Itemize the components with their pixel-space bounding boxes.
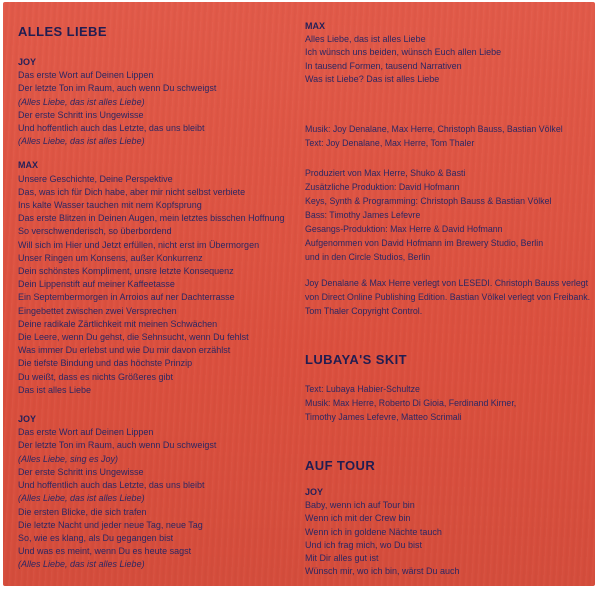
text-line: Die tiefste Bindung und das höchste Prinzip: [18, 358, 193, 369]
text-line: (Alles Liebe, das ist alles Liebe): [18, 96, 145, 107]
text-line: Gesangs-Produktion: Max Herre & David Hofmann: [305, 224, 503, 235]
text-line: Unsere Geschichte, Deine Perspektive: [18, 173, 173, 184]
text-line: Das erste Blitzen in Deinen Augen, mein letztes bisschen Hoffnung: [18, 213, 285, 224]
text-line: Produziert von Max Herre, Shuko & Basti: [305, 168, 466, 179]
lyric-lines: [305, 33, 593, 86]
text-line: Das erste Wort auf Deinen Lippen: [18, 427, 154, 438]
text-line: Die Leere, wenn Du gehst, die Sehnsucht, wenn Du fehlst: [18, 332, 249, 343]
song-title-alles-liebe: ALLES LIEBE: [18, 24, 107, 39]
lyric-lines: [305, 499, 593, 578]
lyric-lines: [18, 173, 300, 397]
text-line: Du weißt, dass es nichts Größeres gibt: [18, 371, 174, 382]
text-line: Und was es meint, wenn Du es heute sagst: [18, 546, 192, 557]
text-line: Was ist Liebe? Das ist alles Liebe: [305, 73, 440, 84]
text-line: (Alles Liebe, das ist alles Liebe): [18, 493, 145, 504]
singer-label: JOY: [18, 57, 37, 67]
text-line: Deine radikale Zärtlichkeit mit meinen Schwächen: [18, 318, 218, 329]
verse-max-2: [305, 20, 593, 86]
text-line: Aufgenommen von David Hofmann im Brewery Studio, Berlin: [305, 238, 544, 249]
text-line: Joy Denalane & Max Herre verlegt von LESEDI. Christoph Bauss verlegt: [305, 278, 589, 289]
singer-label: JOY: [305, 487, 324, 498]
text-line: Ins kalte Wasser tauchen mit nem Kopfsprung: [18, 200, 202, 211]
text-line: Ein Septembermorgen in Arroios auf ner Dachterrasse: [18, 292, 235, 303]
text-line: Will sich im Hier und Jetzt erfüllen, nicht erst im Übermorgen: [18, 239, 260, 250]
text-line: Alles Liebe, das ist alles Liebe: [305, 34, 426, 45]
right-column: [305, 20, 593, 578]
text-line: Und ich frag mich, wo Du bist: [305, 539, 423, 550]
text-line: von Direct Online Publishing Edition. Bastian Völkel verlegt von Freibank.: [305, 292, 591, 303]
text-line: Das ist alles Liebe: [18, 384, 92, 395]
text-line: Musik: Max Herre, Roberto Di Gioia, Ferdinand Kirner,: [305, 398, 517, 409]
text-line: Die ersten Blicke, die sich trafen: [18, 506, 147, 517]
text-line: Keys, Synth & Programming: Christoph Bauss & Bastian Völkel: [305, 196, 552, 207]
song-title-auf-tour: AUF TOUR: [305, 458, 376, 474]
text-line: Text: Lubaya Habier-Schultze: [305, 384, 420, 395]
text-line: Das, was ich für Dich habe, aber mir nicht selbst verbiete: [18, 186, 246, 197]
text-line: Die letzte Nacht und jeder neue Tag, neue Tag: [18, 519, 203, 530]
text-line: Wenn ich mit der Crew bin: [305, 513, 411, 524]
text-line: So, wie es klang, als Du gegangen bist: [18, 532, 174, 543]
text-line: Dein schönstes Kompliment, unsre letzte Konsequenz: [18, 266, 234, 277]
credits-production: [305, 166, 593, 264]
text-line: Ich wünsch uns beiden, wünsch Euch allen Liebe: [305, 47, 502, 58]
text-line: Dein Lippenstift auf meiner Kaffeetasse: [18, 279, 175, 290]
credits-lubayas-skit: [305, 382, 593, 424]
singer-label: JOY: [18, 414, 37, 425]
text-line: Tom Thaler Copyright Control.: [305, 306, 423, 317]
text-line: Musik: Joy Denalane, Max Herre, Christoph Bauss, Bastian Völkel: [305, 124, 563, 135]
text-line: Der letzte Ton im Raum, auch wenn Du schweigst: [18, 83, 217, 94]
text-line: und in den Circle Studios, Berlin: [305, 252, 431, 263]
singer-label: MAX: [305, 21, 325, 31]
text-line: Unser Ringen um Konsens, außer Konkurrenz: [18, 252, 203, 263]
song-title-lubayas-skit: LUBAYA'S SKIT: [305, 352, 407, 368]
text-line: Timothy James Lefevre, Matteo Scrimali: [305, 412, 462, 423]
verse-joy-1: [18, 56, 300, 148]
singer-label: MAX: [18, 160, 38, 171]
text-line: Mit Dir alles gut ist: [305, 553, 379, 564]
credits-publishing: [305, 276, 593, 318]
text-line: Baby, wenn ich auf Tour bin: [305, 500, 415, 511]
text-line: Und hoffentlich auch das Letzte, das uns bleibt: [18, 480, 205, 491]
verse-joy-2: [18, 413, 300, 571]
text-line: Zusätzliche Produktion: David Hofmann: [305, 182, 460, 193]
text-line: So verschwenderisch, so überbordend: [18, 226, 172, 237]
text-line: Und hoffentlich auch das Letzte, das uns bleibt: [18, 123, 205, 134]
text-line: Text: Joy Denalane, Max Herre, Tom Thaler: [305, 138, 475, 149]
text-line: Wünsch mir, wo ich bin, wärst Du auch: [305, 566, 460, 577]
text-line: Der erste Schritt ins Ungewisse: [18, 109, 144, 120]
text-line: Was immer Du erlebst und wie Du mir davon erzählst: [18, 345, 231, 356]
text-line: (Alles Liebe, das ist alles Liebe): [18, 136, 145, 147]
text-line: (Alles Liebe, sing es Joy): [18, 453, 119, 464]
text-line: Der erste Schritt ins Ungewisse: [18, 466, 144, 477]
lyric-lines: [18, 426, 300, 571]
verse-max-1: [18, 159, 300, 397]
liner-notes-page: [3, 2, 595, 586]
text-line: Der letzte Ton im Raum, auch wenn Du schweigst: [18, 440, 217, 451]
verse-joy-auf-tour: [305, 486, 593, 578]
text-line: Das erste Wort auf Deinen Lippen: [18, 70, 154, 81]
credits-musik-text: [305, 122, 593, 150]
left-column: [18, 24, 300, 572]
text-line: (Alles Liebe, das ist alles Liebe): [18, 559, 145, 570]
text-line: Bass: Timothy James Lefevre: [305, 210, 421, 221]
text-line: In tausend Formen, tausend Narrativen: [305, 60, 462, 71]
text-line: Wenn ich in goldene Nächte tauch: [305, 526, 442, 537]
lyric-lines: [18, 69, 300, 148]
text-line: Eingebettet zwischen zwei Versprechen: [18, 305, 177, 316]
